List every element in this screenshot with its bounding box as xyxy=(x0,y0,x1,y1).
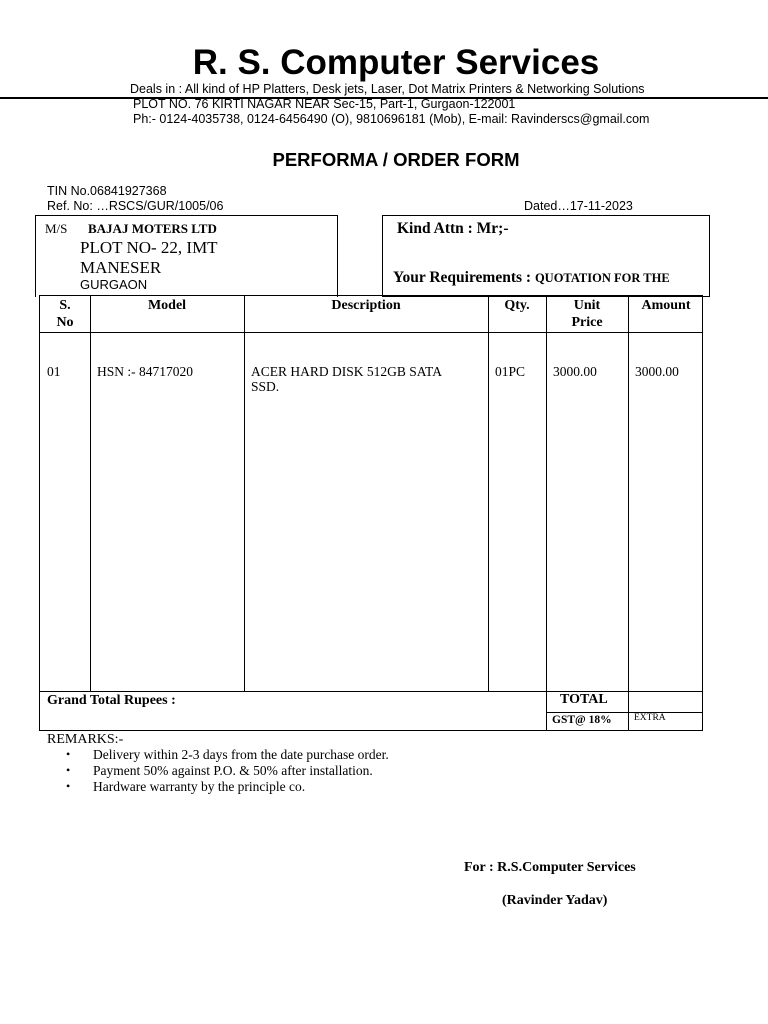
column-header-unit-price: Unit Price xyxy=(571,298,603,330)
company-address: PLOT NO. 76 KIRTI NAGAR NEAR Sec-15, Part-1, Gurgaon-122001 xyxy=(133,97,516,111)
remarks-title: REMARKS:- xyxy=(47,732,124,747)
cell-amount: 3000.00 xyxy=(635,364,679,379)
column-header-sno: S. No xyxy=(56,298,74,330)
customer-address-line2: MANESER xyxy=(80,258,162,277)
cell-unit-price: 3000.00 xyxy=(553,364,597,379)
company-name: R. S. Computer Services xyxy=(192,43,600,82)
column-header-amount: Amount xyxy=(641,298,691,313)
company-contact: Ph:- 0124-4035738, 0124-6456490 (O), 9810696181 (Mob), E-mail: Ravinderscs@gmail.com xyxy=(133,112,650,126)
column-header-qty: Qty. xyxy=(504,298,530,313)
header-row-divider xyxy=(40,332,702,333)
deals-in-line: Deals in : All kind of HP Platters, Desk jets, Laser, Dot Matrix Printers & Networking Solutions xyxy=(130,82,645,96)
list-item: Hardware warranty by the principle co. xyxy=(93,779,306,794)
bullet-icon: • xyxy=(66,763,71,777)
gst-value: EXTRA xyxy=(634,713,666,723)
cell-model: HSN :- 84717020 xyxy=(97,364,194,379)
column-divider xyxy=(546,692,547,730)
column-divider xyxy=(244,296,245,691)
list-item: Payment 50% against P.O. & 50% after installation. xyxy=(93,763,373,778)
bullet-icon: • xyxy=(66,747,71,761)
customer-city: GURGAON xyxy=(80,277,148,292)
column-divider xyxy=(628,296,629,691)
cell-qty: 01PC xyxy=(495,364,526,379)
document-date: Dated…17-11-2023 xyxy=(524,199,633,213)
customer-name: BAJAJ MOTERS LTD xyxy=(88,221,217,236)
cell-sno: 01 xyxy=(47,364,61,379)
signatory-name: (Ravinder Yadav) xyxy=(502,893,608,908)
ms-label: M/S xyxy=(45,221,68,236)
requirements-value: QUOTATION FOR THE xyxy=(534,271,670,285)
gst-label: GST@ 18% xyxy=(552,714,612,726)
cell-description: ACER HARD DISK 512GB SATA SSD. xyxy=(251,364,442,394)
kind-attention: Kind Attn : Mr;- xyxy=(397,220,509,237)
reference-number: Ref. No: …RSCS/GUR/1005/06 xyxy=(47,199,224,213)
bullet-icon: • xyxy=(66,779,71,793)
list-item: Delivery within 2-3 days from the date purchase order. xyxy=(93,747,389,762)
total-label: TOTAL xyxy=(560,692,608,707)
customer-address-line1: PLOT NO- 22, IMT xyxy=(80,238,218,257)
grand-total-label: Grand Total Rupees : xyxy=(47,693,176,708)
column-divider xyxy=(628,692,629,730)
column-header-description: Description xyxy=(331,298,401,313)
form-title: PERFORMA / ORDER FORM xyxy=(272,149,520,170)
totals-row-divider xyxy=(546,712,702,713)
tin-number: TIN No.06841927368 xyxy=(47,184,167,198)
requirements-label: Your Requirements : xyxy=(393,269,535,286)
column-divider xyxy=(546,296,547,691)
column-divider xyxy=(90,296,91,691)
column-divider xyxy=(488,296,489,691)
requirements xyxy=(393,269,670,287)
for-company: For : R.S.Computer Services xyxy=(464,860,636,875)
item-table xyxy=(39,295,703,691)
column-header-model: Model xyxy=(147,298,187,313)
